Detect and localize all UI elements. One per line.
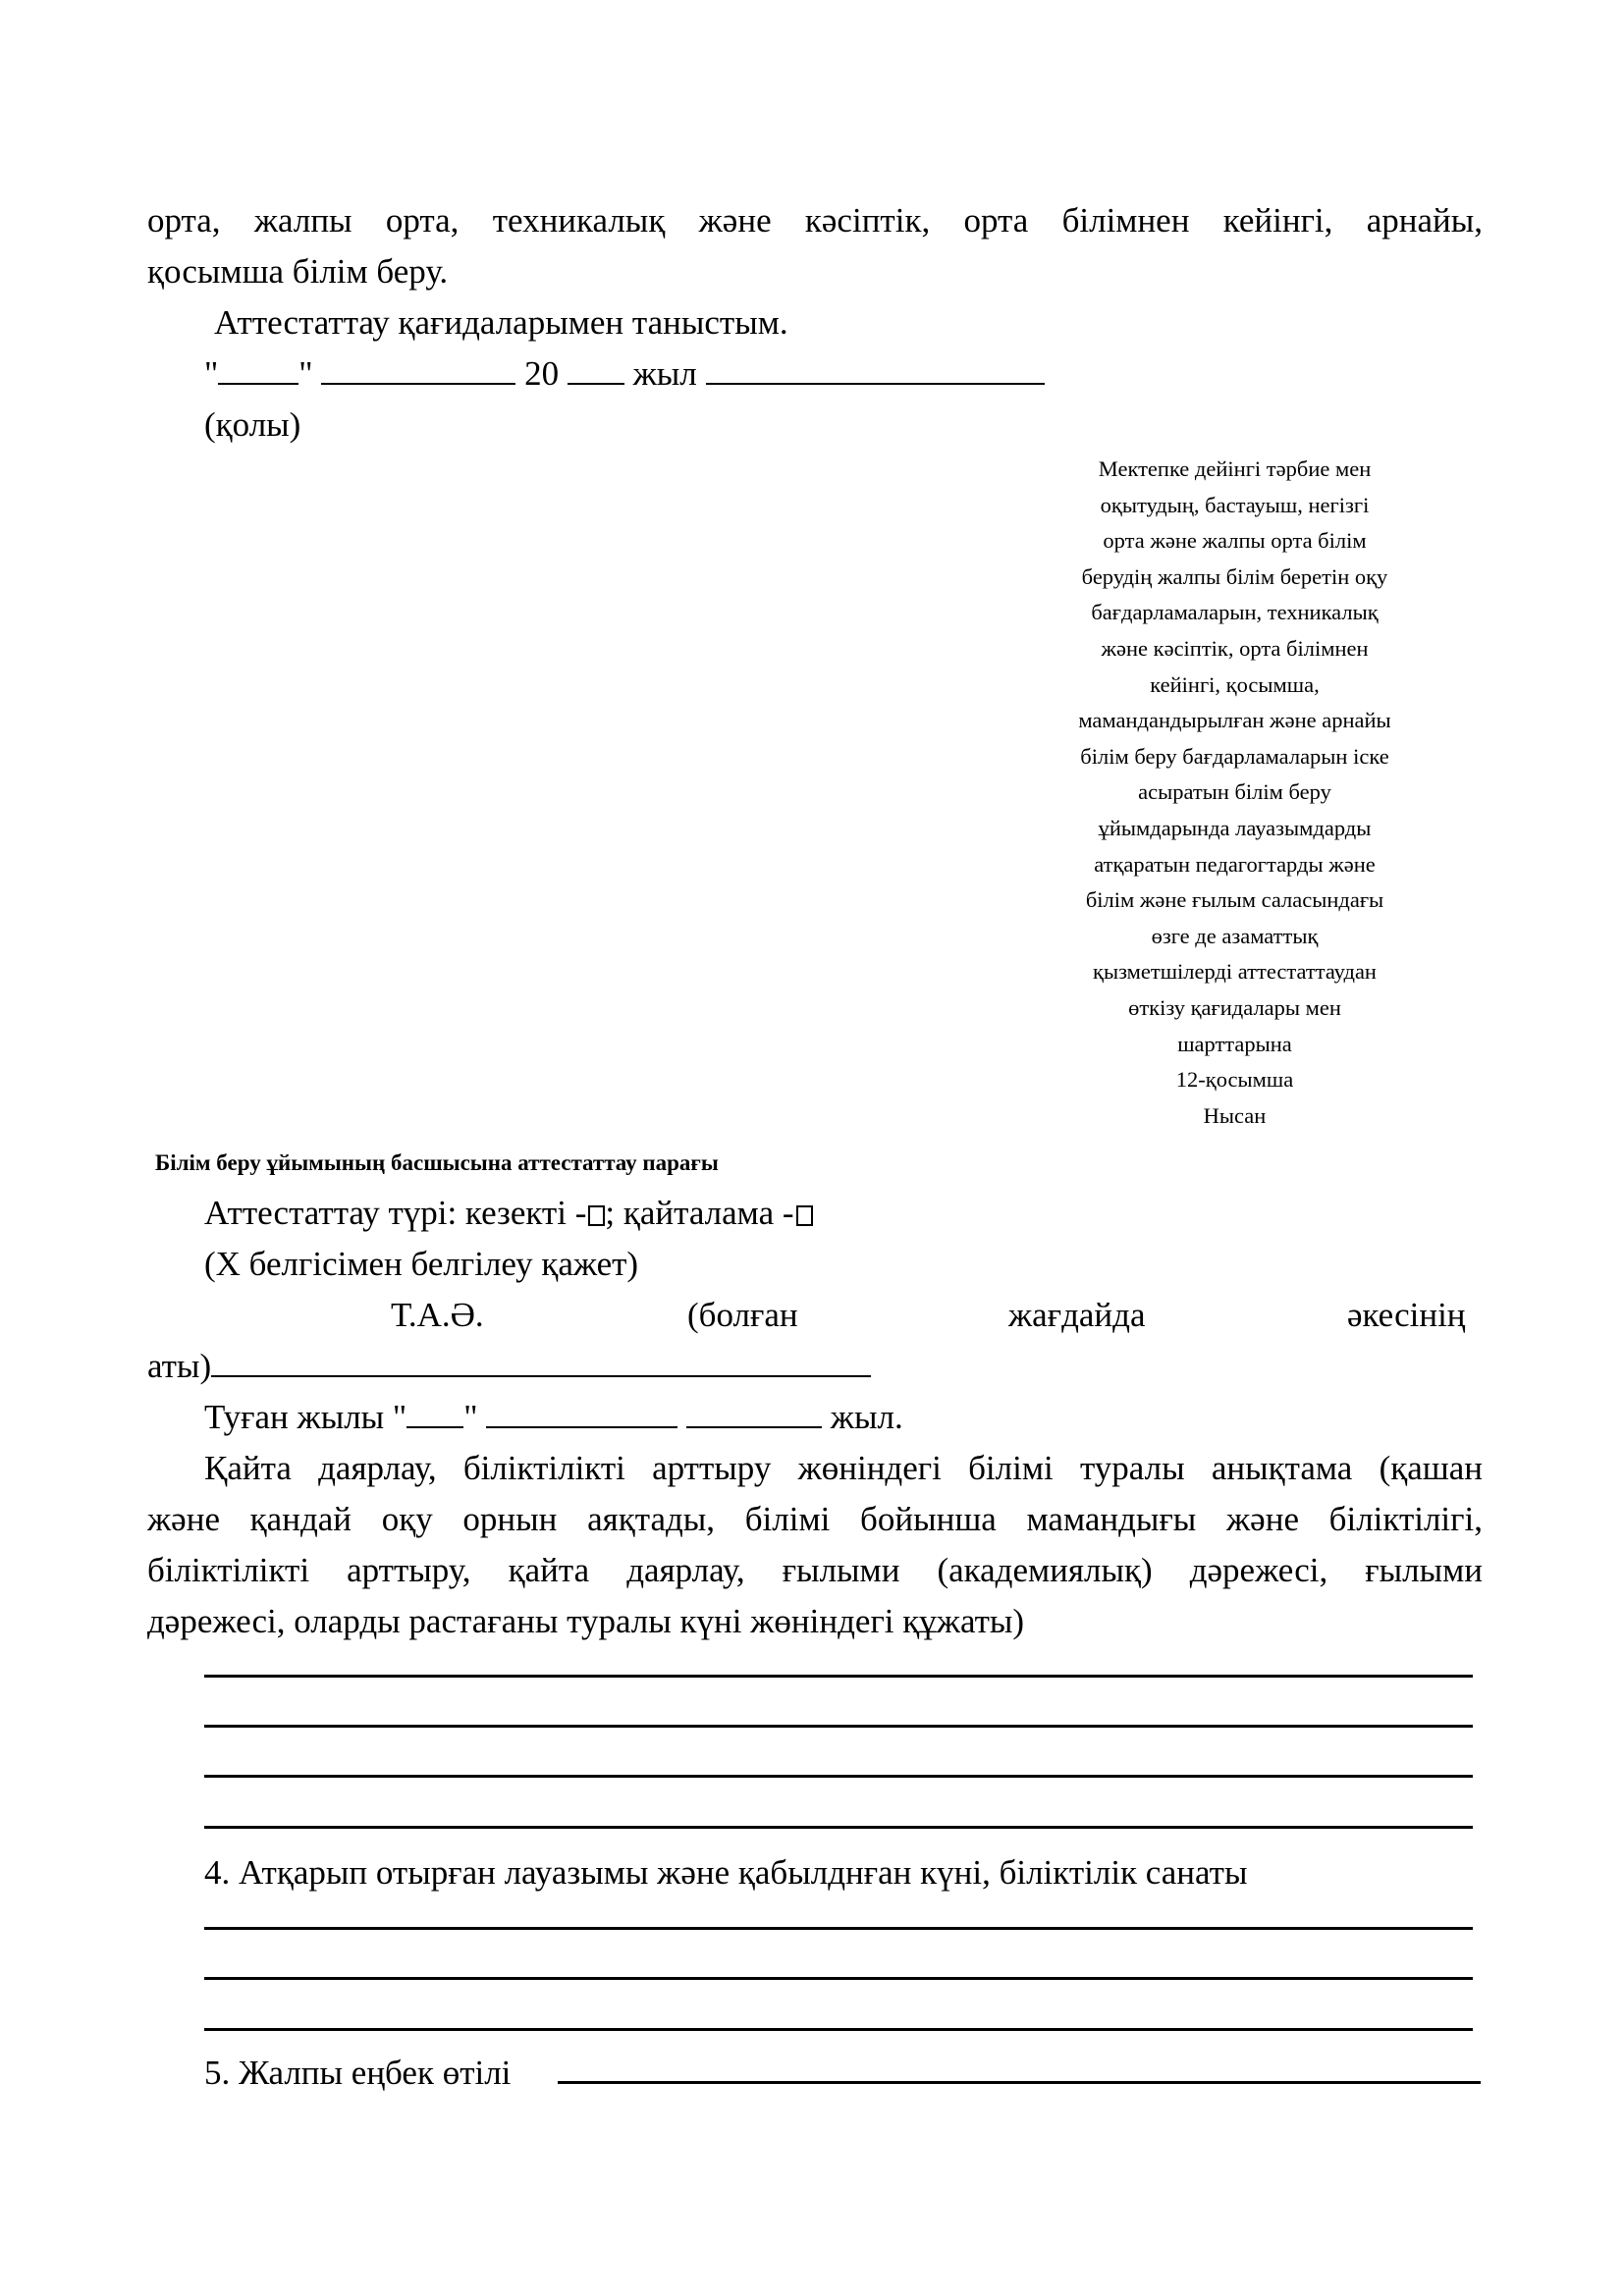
education-fill-line-4[interactable] [204,1826,1473,1829]
education-line-4: дәрежесі, оларды растағаны туралы күні жөніндегі құжаты) [147,1602,1025,1640]
annex-form-label: Нысан [1203,1102,1267,1128]
education-line-1: Қайта даярлау, біліктілікті арттыру жөніндегі білімі туралы анықтама (қашан [204,1449,1483,1487]
annex-note [1011,452,1458,1134]
date-century: 20 [524,354,560,393]
year-blank[interactable] [568,353,624,385]
birth-label: Туған жылы " [204,1398,407,1436]
birth-year-blank[interactable] [686,1397,822,1428]
annex-note-line: мамандандырылған және арнайы [1078,708,1391,733]
education-line-3: біліктілікті арттыру, қайта даярлау, ғылыми (академиялық) дәрежесі, ғылыми [147,1551,1483,1589]
position-fill-line-3[interactable] [204,2028,1473,2031]
annex-note-line: шарттарына [1177,1031,1292,1056]
annex-note-line: өзге де азаматтық [1151,923,1319,948]
annex-note-line: ұйымдарында лауазымдарды [1098,815,1372,840]
name-line-2 [147,1341,871,1392]
annex-note-line: білім беру бағдарламаларын іске [1080,743,1389,769]
birth-year-row [204,1392,903,1443]
annex-note-line: қызметшілерді аттестаттаудан [1093,959,1377,985]
repeat-attestation-label: қайталама - [615,1194,794,1232]
annex-note-line: берудің жалпы білім беретін оқу [1081,563,1388,589]
intro-line-2: қосымша білім беру. [147,252,449,291]
annex-note-line: асыратын білім беру [1138,779,1331,805]
name-word-4: әкесінің [1347,1296,1466,1334]
annex-appendix-number: 12-қосымша [1175,1067,1294,1093]
full-name-blank[interactable] [211,1346,871,1377]
annex-note-line: орта және жалпы орта білім [1103,528,1367,554]
position-fill-line-2[interactable] [204,1977,1473,1980]
form-title: Білім беру ұйымының басшысына аттестаттау парағы [155,1150,719,1175]
regular-attestation-checkbox[interactable] [588,1205,605,1226]
annex-note-line: кейінгі, қосымша, [1150,671,1320,697]
annex-note-line: бағдарламаларын, техникалық [1091,600,1379,625]
education-fill-line-1[interactable] [204,1675,1473,1678]
birth-year-word: жыл. [830,1398,903,1436]
date-open-quote: " [204,354,219,393]
annex-note-line: Мектепке дейінгі тәрбие мен [1098,456,1372,481]
name-word-3: жағдайда [1008,1296,1146,1334]
education-line-2: және қандай оқу орнын аяқтады, білімі бойынша мамандығы және біліктілігі, [147,1500,1483,1538]
acknowledgement-text: Аттестаттау қағидаларымен таныстым. [214,303,788,342]
annex-note-line: өткізу қағидалары мен [1128,994,1341,1020]
date-signature-row [204,348,1045,400]
name-line-2-label: аты) [147,1347,212,1385]
month-blank[interactable] [321,353,515,385]
annex-note-line: және кәсіптік, орта білімнен [1101,635,1369,661]
annex-note-line: атқаратын педагогтарды және [1094,851,1376,877]
education-fill-line-2[interactable] [204,1725,1473,1728]
position-fill-line-1[interactable] [204,1927,1473,1930]
date-year-word: жыл [632,354,697,393]
mark-hint: (Х белгісімен белгілеу қажет) [204,1245,639,1283]
birth-quote-close: " [463,1398,478,1436]
experience-fill-line[interactable] [558,2081,1481,2084]
attestation-type-label: Аттестаттау түрі: кезекті - [204,1194,587,1232]
item-5-experience: 5. Жалпы еңбек өтілі [204,2054,512,2092]
signature-label: (қолы) [204,405,301,444]
birth-month-blank[interactable] [486,1397,677,1428]
name-word-2: (болған [687,1296,798,1334]
intro-line-1: орта, жалпы орта, техникалық және кәсіптік, орта білімнен кейінгі, арнайы, [147,201,1483,240]
name-word-1: Т.А.Ә. [391,1296,484,1334]
annex-note-line: білім және ғылым саласындағы [1085,887,1384,913]
repeat-attestation-checkbox[interactable] [796,1205,813,1226]
signature-blank[interactable] [706,353,1045,385]
item-4-position: 4. Атқарып отырған лауазымы және қабылднған күні, біліктілік санаты [204,1853,1248,1892]
attestation-type-separator: ; [605,1194,616,1232]
date-close-quote: " [298,354,313,393]
annex-note-line: оқытудың, бастауыш, негізгі [1100,492,1370,517]
birth-day-blank[interactable] [406,1397,463,1428]
day-blank[interactable] [218,353,298,385]
education-fill-line-3[interactable] [204,1775,1473,1778]
attestation-type-row [204,1188,813,1239]
